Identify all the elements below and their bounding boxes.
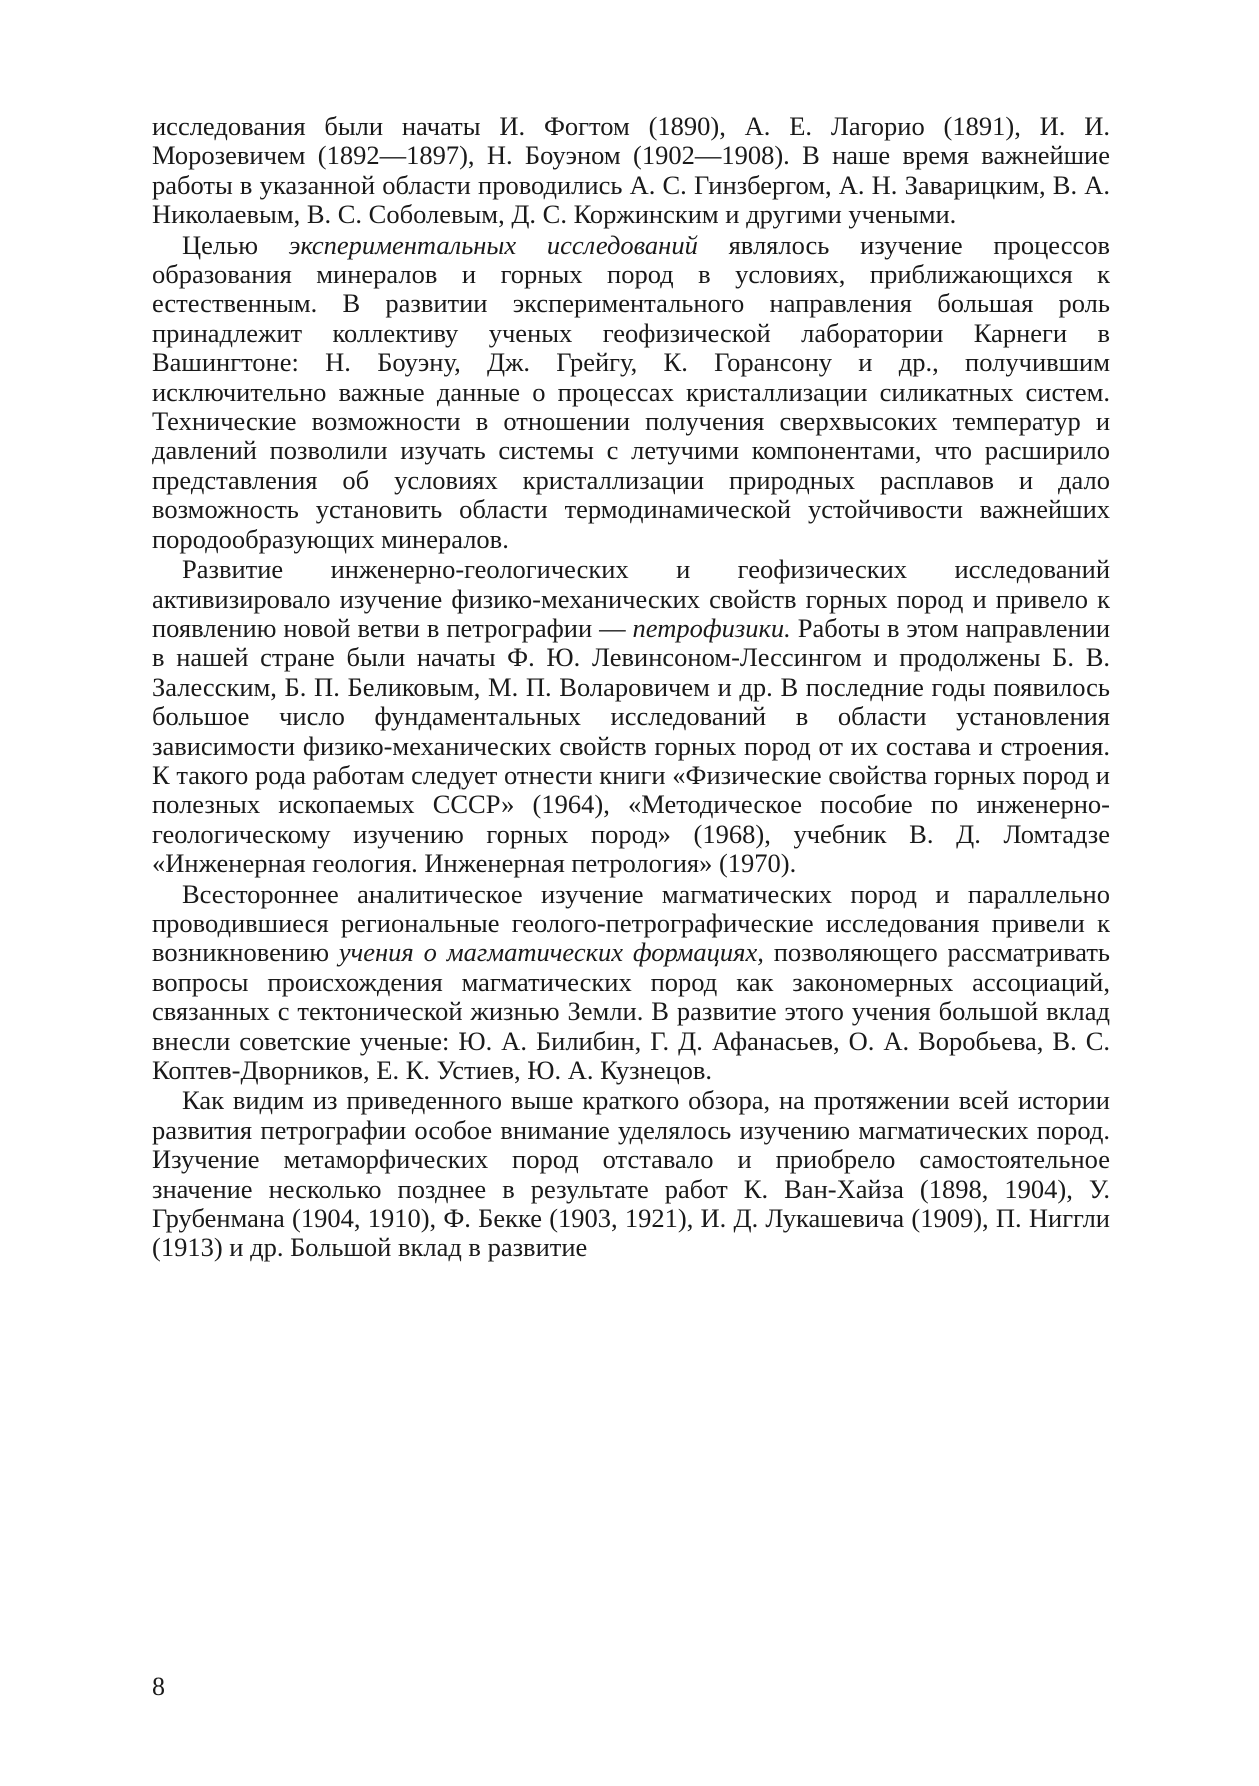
paragraph-4-emphasis: учения о магматических формациях, bbox=[338, 937, 764, 968]
paragraph-3 bbox=[152, 555, 1110, 878]
paragraph-1 bbox=[152, 112, 1110, 230]
page-number: 8 bbox=[152, 1672, 165, 1701]
paragraph-5-text: Как видим из приведенного выше краткого обзора, на протяжении всей истории развития петрографии особое внимание уделялось изучению магматических пород. Изучение метаморфических пород отставало и приобрело самостоятельное значение несколько позднее в результате работ К. Ван-Хайза (1898, 1904), У. Грубенмана (1904, 1910), Ф. Бекке (1903, 1921), И. Д. Лукашевича (1909), П. Ниггли (1913) и др. Большой вклад в развитие bbox=[152, 1085, 1110, 1263]
paragraph-3-emphasis: петрофизики. bbox=[632, 612, 791, 643]
page-body bbox=[152, 112, 1110, 1263]
paragraph-2 bbox=[152, 231, 1110, 554]
paragraph-4-text-b: позволяющего рассматривать вопросы происхождения магматических пород как закономерных ассоциаций, связанных с тектонической жизнью Земли. В развитие этого учения большой вклад внесли советские ученые: Ю. А. Билибин, Г. Д. Афанасьев, О. А. Воробьева, В. С. Коптев-Дворников, Е. К. Устиев, Ю. А. Кузнецов. bbox=[152, 937, 1110, 1085]
paragraph-3-text-a: Развитие инженерно-геологических и геофизических исследований активизировало изучение физико-механических свойств горных пород и привело к появлению новой ветви в петрографии — bbox=[152, 554, 1110, 643]
paragraph-4-text-a: Всестороннее аналитическое изучение магматических пород и параллельно проводившиеся региональные геолого-петрографические исследования привели к возникновению bbox=[152, 878, 1110, 968]
paragraph-2-text-b: являлось изучение процессов образования минералов и горных пород в условиях, приближающихся к естественным. В развитии экспериментального направления большая роль принадлежит коллективу ученых геофизической лаборатории Карнеги в Вашингтоне: Н. Боуэну, Дж. Грейгу, К. Горансону и др., получившим исключительно важные данные о процессах кристаллизации силикатных систем. Технические возможности в отношении получения сверхвысоких температур и давлений позволили изучать системы с летучими компонентами, что расширило представления об условиях кристаллизации природных расплавов и дало возможность установить области термодинамической устойчивости важнейших породообразующих минералов. bbox=[152, 229, 1110, 554]
paragraph-5 bbox=[152, 1086, 1110, 1262]
paragraph-3-text-b: Работы в этом направлении в нашей стране были начаты Ф. Ю. Левинсоном-Лессингом и продолжены Б. В. Залесским, Б. П. Беликовым, М. П. Воларовичем и др. В последние годы появилось большое число фундаментальных исследований в области установления зависимости физико-механических свойств горных пород от их состава и строения. К такого рода работам следует отнести книги «Физические свойства горных пород и полезных ископаемых СССР» (1964), «Методическое пособие по инженерно-геологическому изучению горных пород» (1968), учебник В. Д. Ломтадзе «Инженерная геология. Инженерная петрология» (1970). bbox=[152, 612, 1110, 879]
paragraph-4 bbox=[152, 880, 1110, 1086]
paragraph-2-emphasis: экспериментальных исследований bbox=[288, 229, 698, 260]
paragraph-1-text: исследования были начаты И. Фогтом (1890), А. Е. Лагорио (1891), И. И. Морозевичем (1892—1897), Н. Боуэном (1902—1908). В наше время важнейшие работы в указанной области проводились А. С. Гинзбергом, А. Н. Заварицким, В. А. Николаевым, В. С. Соболевым, Д. С. Коржинским и другими учеными. bbox=[152, 111, 1110, 230]
paragraph-2-text-a: Целью bbox=[182, 229, 289, 260]
